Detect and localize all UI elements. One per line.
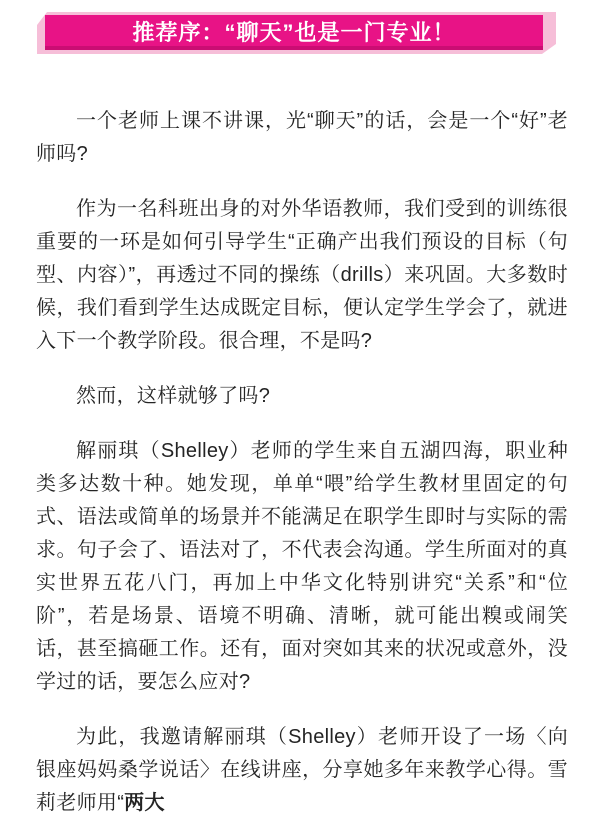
paragraph: [36, 721, 568, 820]
banner-bar: [45, 15, 543, 50]
paragraph: [36, 193, 568, 358]
paragraph-text: 然而，这样就够了吗?: [76, 385, 271, 407]
paragraph-text: 解丽琪（Shelley）老师的学生来自五湖四海，职业种类多达数十种。她发现，单单“喂”给学生教材里固定的句式、语法或简单的场景并不能满足在职学生即时与实际的需求。句子会了、语法对了，不代表会沟通。学生所面对的真实世界五花八门，再加上中华文化特别讲究“关系”和“位阶”，若是场景、语境不明确、清晰，就可能出糗或闹笑话，甚至搞砸工作。还有，面对突如其来的状况或意外，没学过的话，要怎么应对?: [36, 440, 568, 693]
paragraph: [36, 435, 568, 699]
page-title: 推荐序：“聊天”也是一门专业！: [132, 20, 456, 45]
paragraph: [36, 380, 568, 413]
paragraph-text: 作为一名科班出身的对外华语教师，我们受到的训练很重要的一环是如何引导学生“正确产出我们预设的目标（句型、内容）”，再透过不同的操练（drills）来巩固。大多数时候，我们看到学生达成既定目标，便认定学生学会了，就进入下一个教学阶段。很合理，不是吗?: [36, 198, 568, 352]
paragraph-text: 为此，我邀请解丽琪（Shelley）老师开设了一场〈向银座妈妈桑学说话〉在线讲座，分享她多年来教学心得。雪莉老师用“: [36, 726, 568, 814]
paragraph-bold-text: 两大: [124, 792, 165, 814]
page: [0, 15, 604, 820]
title-banner: [45, 15, 543, 50]
paragraph-text: 一个老师上课不讲课，光“聊天”的话，会是一个“好”老师吗?: [36, 110, 568, 165]
paragraph: [36, 105, 568, 171]
content: [36, 105, 568, 820]
